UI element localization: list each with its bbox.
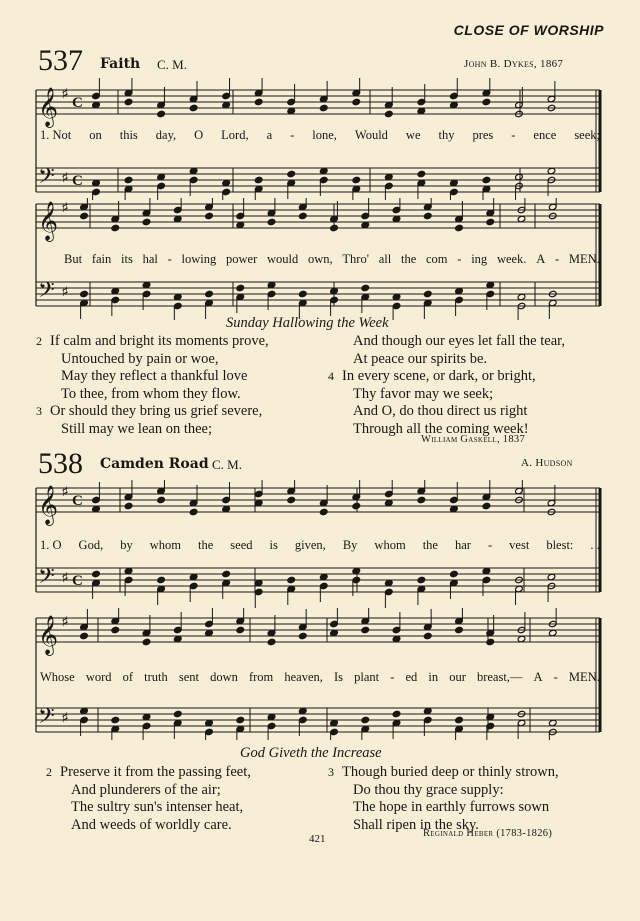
treble-clef: 𝄞 bbox=[38, 485, 59, 525]
lyric-syllable: power bbox=[226, 252, 258, 266]
lyric-syllable: truth bbox=[144, 670, 168, 684]
note-head bbox=[423, 212, 432, 219]
note-head bbox=[267, 638, 276, 645]
note-head bbox=[189, 104, 198, 111]
bass-clef: 𝄢 bbox=[38, 164, 55, 194]
lyric-syllable: A bbox=[533, 670, 543, 684]
bass-staff bbox=[36, 708, 600, 732]
verse-line: Through all the coming week! bbox=[353, 420, 529, 437]
note-head bbox=[205, 290, 214, 297]
bass-clef: 𝄢 bbox=[38, 564, 55, 594]
lyric-syllable: seed bbox=[230, 538, 253, 552]
lyric-syllable: - bbox=[487, 538, 493, 552]
note-head bbox=[142, 638, 151, 645]
note-head bbox=[189, 508, 198, 515]
note-head bbox=[361, 716, 370, 723]
verse-line: Untouched by pain or woe, bbox=[61, 350, 219, 367]
note-head bbox=[298, 632, 307, 639]
note-head bbox=[173, 710, 182, 717]
hymn-number: 538 bbox=[38, 447, 83, 480]
note-head bbox=[361, 284, 370, 291]
note-head bbox=[392, 710, 401, 717]
verse-line: And plunderers of the air; bbox=[71, 781, 221, 798]
lyric-syllable: the bbox=[400, 252, 417, 266]
lyric-syllable: a bbox=[266, 128, 273, 142]
note-head bbox=[111, 626, 120, 633]
lyric-syllable: on bbox=[89, 128, 102, 142]
lyric-syllable: Lord, bbox=[221, 128, 249, 142]
verse-line: The hope in earthly furrows sown bbox=[353, 799, 550, 815]
note-head bbox=[267, 218, 276, 225]
lyric-syllable: God, bbox=[78, 538, 104, 552]
sharp-sign: ♯ bbox=[62, 86, 68, 100]
verse-line: And though our eyes let fall the tear, bbox=[353, 333, 566, 349]
lyric-syllable: By bbox=[342, 538, 358, 552]
verse-line: At peace our spirits be. bbox=[353, 350, 488, 367]
note-head bbox=[417, 496, 426, 503]
verse-text: If calm and bright its moments prove, bbox=[50, 333, 269, 349]
note-head bbox=[423, 632, 432, 639]
verse-text: Or should they bring us grief severe, bbox=[50, 403, 263, 419]
sharp-sign: ♯ bbox=[62, 570, 68, 584]
hymn-number: 537 bbox=[38, 44, 83, 77]
hymn-subtitle: Sunday Hallowing the Week bbox=[226, 315, 389, 331]
lyric-syllable: fain bbox=[91, 252, 112, 266]
lyric-syllable: sent bbox=[178, 670, 199, 684]
tune-name: Camden Road bbox=[100, 456, 209, 472]
verses-right bbox=[328, 333, 565, 438]
lyrics-line bbox=[40, 538, 600, 553]
verses-left bbox=[36, 333, 269, 438]
verse-number: 3 bbox=[36, 404, 42, 418]
lyric-syllable: Whose bbox=[40, 670, 75, 684]
note-head bbox=[417, 170, 426, 177]
note-head bbox=[205, 212, 214, 219]
note-head bbox=[287, 576, 296, 583]
verse-line: May they reflect a thankful love bbox=[61, 368, 248, 384]
note-head bbox=[124, 176, 133, 183]
verse-line: The sultry sun's intenser heat, bbox=[71, 799, 244, 815]
treble-staff bbox=[36, 90, 600, 114]
note-head bbox=[254, 176, 263, 183]
lyric-syllable: - bbox=[167, 252, 172, 266]
lyric-syllable: com bbox=[426, 252, 448, 266]
lyric-syllable: MEN. bbox=[568, 670, 600, 684]
verse-number: 4 bbox=[328, 369, 334, 383]
note-head bbox=[80, 212, 89, 219]
lyric-syllable: given, bbox=[294, 538, 326, 552]
lyric-syllable: all bbox=[378, 252, 392, 266]
lyric-syllable: this bbox=[119, 128, 138, 142]
lyric-syllable: - bbox=[290, 128, 295, 142]
lyric-syllable: our bbox=[449, 670, 466, 684]
lyric-syllable: O bbox=[194, 128, 204, 142]
lyric-syllable: Thro' bbox=[342, 252, 369, 266]
note-head bbox=[482, 176, 491, 183]
lyric-syllable: the bbox=[198, 538, 214, 552]
lyrics-line bbox=[40, 670, 600, 685]
lyric-syllable: A bbox=[536, 252, 546, 266]
lyric-syllable: - bbox=[390, 670, 395, 684]
lyric-syllable: - bbox=[457, 252, 462, 266]
verse-line: And weeds of worldly care. bbox=[71, 816, 232, 833]
note-head bbox=[111, 224, 120, 231]
treble-staff bbox=[36, 204, 600, 228]
time-signature: C bbox=[72, 173, 83, 189]
verse-number: 2 bbox=[36, 334, 42, 348]
lyric-syllable: thy bbox=[438, 128, 455, 142]
time-signature: C bbox=[72, 493, 83, 509]
lyric-syllable: in bbox=[428, 670, 439, 684]
note-head bbox=[157, 496, 166, 503]
lyric-syllable: har bbox=[454, 538, 471, 552]
lyric-syllable: - bbox=[554, 252, 560, 266]
page-number: 421 bbox=[309, 833, 326, 845]
note-head bbox=[80, 632, 89, 639]
section-title: CLOSE OF WORSHIP bbox=[453, 22, 604, 38]
verse-line: Shall ripen in the sky. bbox=[353, 816, 479, 833]
bass-clef: 𝄢 bbox=[38, 704, 55, 734]
lyric-syllable: hal bbox=[142, 252, 158, 266]
verses-right bbox=[328, 764, 559, 834]
time-signature: C bbox=[72, 95, 83, 111]
lyric-syllable: ence bbox=[533, 128, 557, 142]
treble-clef: 𝄞 bbox=[38, 87, 59, 127]
lyric-syllable: the bbox=[422, 538, 438, 552]
lyric-syllable: MEN. bbox=[568, 252, 600, 266]
lyric-syllable: But bbox=[64, 252, 83, 266]
verse-line bbox=[36, 403, 269, 421]
verse-text: Preserve it from the passing feet, bbox=[60, 764, 251, 780]
note-head bbox=[352, 176, 361, 183]
verse-line: And O, do thou direct us right bbox=[353, 403, 528, 419]
lyric-syllable: from bbox=[248, 670, 274, 684]
time-signature: C bbox=[72, 573, 83, 589]
note-head bbox=[298, 212, 307, 219]
hymn-subtitle: God Giveth the Increase bbox=[240, 745, 382, 761]
verse-line bbox=[36, 333, 269, 351]
treble-clef: 𝄞 bbox=[38, 201, 59, 241]
verse-line: Still may we lean on thee; bbox=[61, 420, 213, 437]
note-head bbox=[298, 290, 307, 297]
bass-staff bbox=[36, 282, 600, 306]
sharp-sign: ♯ bbox=[62, 284, 68, 298]
note-head bbox=[482, 502, 491, 509]
lyric-syllable: plant bbox=[354, 670, 380, 684]
lyrics-line bbox=[64, 252, 600, 267]
note-head bbox=[124, 502, 133, 509]
note-head bbox=[157, 576, 166, 583]
sharp-sign: ♯ bbox=[62, 710, 68, 724]
note-head bbox=[287, 496, 296, 503]
note-head bbox=[455, 224, 464, 231]
note-head bbox=[254, 98, 263, 105]
note-head bbox=[352, 98, 361, 105]
note-head bbox=[352, 502, 361, 509]
note-head bbox=[319, 104, 328, 111]
note-head bbox=[142, 218, 151, 225]
lyric-syllable: own, bbox=[308, 252, 333, 266]
lyric-syllable: whom bbox=[374, 538, 406, 552]
lyric-syllable: ing bbox=[471, 252, 488, 266]
lyric-syllable: blest: bbox=[546, 538, 574, 552]
note-head bbox=[80, 290, 89, 297]
note-head bbox=[486, 638, 495, 645]
verse-number: 3 bbox=[328, 765, 334, 779]
lyric-syllable: 1. O bbox=[40, 538, 62, 552]
lyric-syllable: breast,— bbox=[476, 670, 523, 684]
note-head bbox=[222, 570, 231, 577]
note-head bbox=[417, 576, 426, 583]
lyric-syllable: 1. Not bbox=[40, 128, 72, 142]
meter: C. M. bbox=[212, 457, 242, 472]
verse-text: Though buried deep or thinly strown, bbox=[342, 764, 559, 780]
lyric-syllable: lone, bbox=[312, 128, 337, 142]
note-head bbox=[319, 508, 328, 515]
note-head bbox=[111, 716, 120, 723]
lyric-syllable: - bbox=[553, 670, 558, 684]
lyric-syllable: whom bbox=[149, 538, 181, 552]
lyric-syllable: heaven, bbox=[284, 670, 323, 684]
lyric-syllable: we bbox=[405, 128, 421, 142]
verse-line bbox=[328, 764, 559, 782]
lyric-syllable: down bbox=[210, 670, 238, 684]
author-credit: William Gaskell, 1837 bbox=[421, 434, 525, 445]
lyric-syllable: ed bbox=[405, 670, 418, 684]
verses-left bbox=[46, 764, 251, 834]
lyric-syllable: pres bbox=[472, 128, 494, 142]
lyric-syllable: Would bbox=[354, 128, 388, 142]
bass-clef: 𝄢 bbox=[38, 278, 55, 308]
verse-line bbox=[46, 764, 251, 782]
treble-staff bbox=[36, 618, 600, 642]
lyric-syllable: of bbox=[122, 670, 134, 684]
lyric-syllable: Is bbox=[333, 670, 343, 684]
lyric-syllable: seek; bbox=[574, 128, 600, 142]
note-head bbox=[287, 170, 296, 177]
composer: A. Hudson bbox=[521, 457, 573, 469]
note-head bbox=[124, 98, 133, 105]
sharp-sign: ♯ bbox=[62, 170, 68, 184]
tune-name: Faith bbox=[100, 56, 141, 72]
verse-line: Do thou thy grace supply: bbox=[353, 781, 504, 798]
treble-clef: 𝄞 bbox=[38, 615, 59, 655]
note-head bbox=[361, 626, 370, 633]
lyric-syllable: vest bbox=[509, 538, 530, 552]
lyric-syllable: is bbox=[269, 538, 278, 552]
note-head bbox=[236, 716, 245, 723]
sharp-sign: ♯ bbox=[62, 614, 68, 628]
lyric-syllable: by bbox=[120, 538, 133, 552]
note-head bbox=[330, 224, 339, 231]
lyric-syllable: week. bbox=[496, 252, 527, 266]
lyric-syllable: lowing bbox=[181, 252, 217, 266]
lyric-syllable: its bbox=[121, 252, 133, 266]
sharp-sign: ♯ bbox=[62, 200, 68, 214]
lyric-syllable: would bbox=[267, 252, 299, 266]
note-head bbox=[236, 626, 245, 633]
lyrics-line bbox=[40, 128, 600, 143]
lyric-syllable: word bbox=[85, 670, 112, 684]
note-head bbox=[455, 716, 464, 723]
meter: C. M. bbox=[157, 57, 187, 72]
note-head bbox=[236, 284, 245, 291]
composer: John B. Dykes, 1867 bbox=[464, 58, 564, 70]
note-head bbox=[157, 110, 166, 117]
verse-number: 2 bbox=[46, 765, 52, 779]
author-credit: Reginald Heber (1783-1826) bbox=[423, 828, 553, 839]
lyric-syllable: day, bbox=[155, 128, 177, 142]
verse-line: To thee, from whom they flow. bbox=[61, 385, 241, 402]
sharp-sign: ♯ bbox=[62, 484, 68, 498]
note-head bbox=[423, 290, 432, 297]
note-head bbox=[455, 626, 464, 633]
note-head bbox=[486, 218, 495, 225]
verse-text: In every scene, or dark, or bright, bbox=[342, 368, 536, 384]
note-head bbox=[482, 98, 491, 105]
note-head bbox=[385, 110, 394, 117]
note-head bbox=[450, 570, 459, 577]
note-head bbox=[92, 570, 101, 577]
verse-line bbox=[328, 368, 565, 386]
verse-line: Thy favor may we seek; bbox=[353, 385, 494, 402]
lyric-syllable: . . bbox=[590, 538, 600, 552]
lyric-syllable: - bbox=[511, 128, 516, 142]
